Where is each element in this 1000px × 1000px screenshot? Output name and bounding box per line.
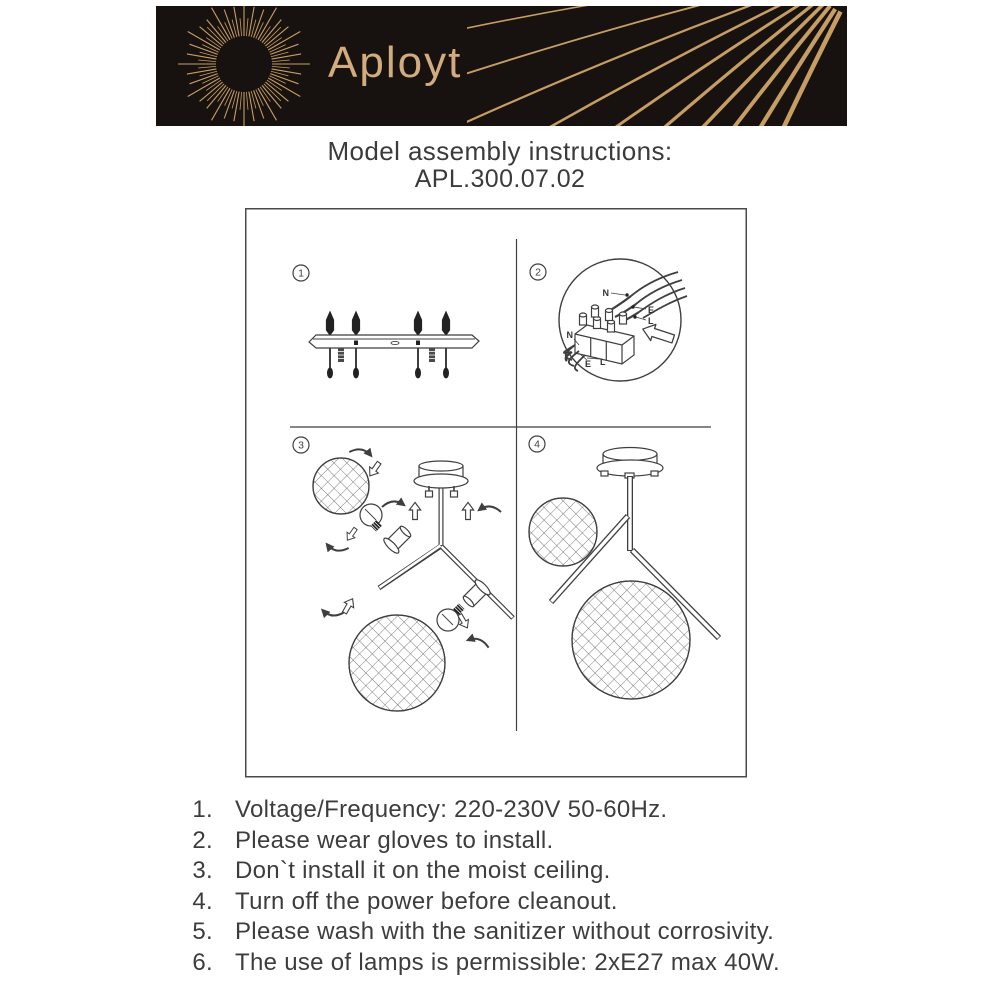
brand-banner (156, 6, 847, 126)
brand-name: Aployt (328, 38, 463, 87)
up-arrow-icon (462, 502, 473, 519)
svg-text:N: N (602, 288, 609, 298)
item-text: Please wash with the sanitizer without corrosivity. (235, 918, 775, 946)
sunburst-logo-icon (178, 6, 310, 126)
rotate-arrow-icon (326, 542, 349, 553)
insert-arrow-icon (365, 460, 383, 479)
large-mesh-globe (349, 615, 445, 711)
step-1-panel-mounting-bracket (309, 312, 479, 379)
item-text: Please wear gloves to install. (235, 826, 554, 854)
small-mesh-globe (529, 498, 597, 566)
list-item (150, 826, 880, 857)
light-bulb-icon (360, 504, 382, 531)
large-mesh-globe (572, 581, 690, 699)
model-number: APL.300.07.02 (414, 165, 586, 193)
svg-text:L: L (648, 316, 654, 326)
step-3-panel-exploded-assembly (313, 447, 513, 711)
rotate-arrow-icon (467, 637, 490, 648)
ceiling-canopy-icon (597, 448, 663, 479)
wall-anchor-icons (327, 312, 450, 335)
step-2-badge (530, 264, 546, 280)
svg-text:N: N (566, 330, 573, 340)
rotate-arrow-icon (322, 608, 345, 617)
item-number: 3. (192, 857, 213, 885)
rotate-arrow-icon (349, 447, 372, 458)
list-item (150, 887, 880, 918)
step-4-badge (529, 436, 545, 452)
insert-arrow-icon (343, 526, 359, 543)
step-4-panel-assembled-lamp (529, 448, 719, 700)
small-mesh-globe (313, 458, 369, 514)
page-title: Model assembly instructions: (327, 136, 673, 166)
socket-icon (460, 578, 493, 611)
svg-text:1: 1 (298, 267, 304, 280)
item-number: 4. (192, 887, 213, 915)
step-2-panel-wiring (559, 259, 687, 381)
svg-text:2: 2 (535, 266, 541, 279)
svg-text:L: L (600, 357, 606, 367)
item-number: 6. (192, 948, 213, 976)
item-number: 2. (192, 826, 213, 854)
instruction-list (150, 795, 880, 979)
svg-text:4: 4 (534, 438, 540, 451)
socket-icon (382, 523, 415, 556)
svg-text:E: E (585, 359, 592, 369)
title-block (0, 137, 1000, 193)
assembly-diagram (245, 208, 747, 778)
list-item (150, 795, 880, 826)
threaded-stud-icons (338, 348, 435, 362)
step-3-badge (293, 437, 309, 453)
banner-rays-decoration (467, 6, 847, 126)
list-item (150, 948, 880, 979)
item-text: Voltage/Frequency: 220-230V 50-60Hz. (235, 796, 668, 823)
svg-text:E: E (648, 305, 655, 315)
item-text: The use of lamps is permissible: 2xE27 max 40W. (235, 948, 780, 976)
item-number: 1. (192, 796, 213, 823)
rotate-arrow-icon (382, 501, 404, 507)
item-text: Turn off the power before cleanout. (235, 887, 618, 915)
item-text: Don`t install it on the moist ceiling. (235, 857, 611, 885)
item-number: 5. (192, 918, 213, 946)
rotate-arrow-icon (479, 506, 501, 512)
step-1-badge (293, 265, 309, 281)
up-arrow-icon (409, 502, 420, 519)
list-item (150, 917, 880, 948)
svg-text:3: 3 (298, 439, 304, 452)
list-item (150, 856, 880, 887)
